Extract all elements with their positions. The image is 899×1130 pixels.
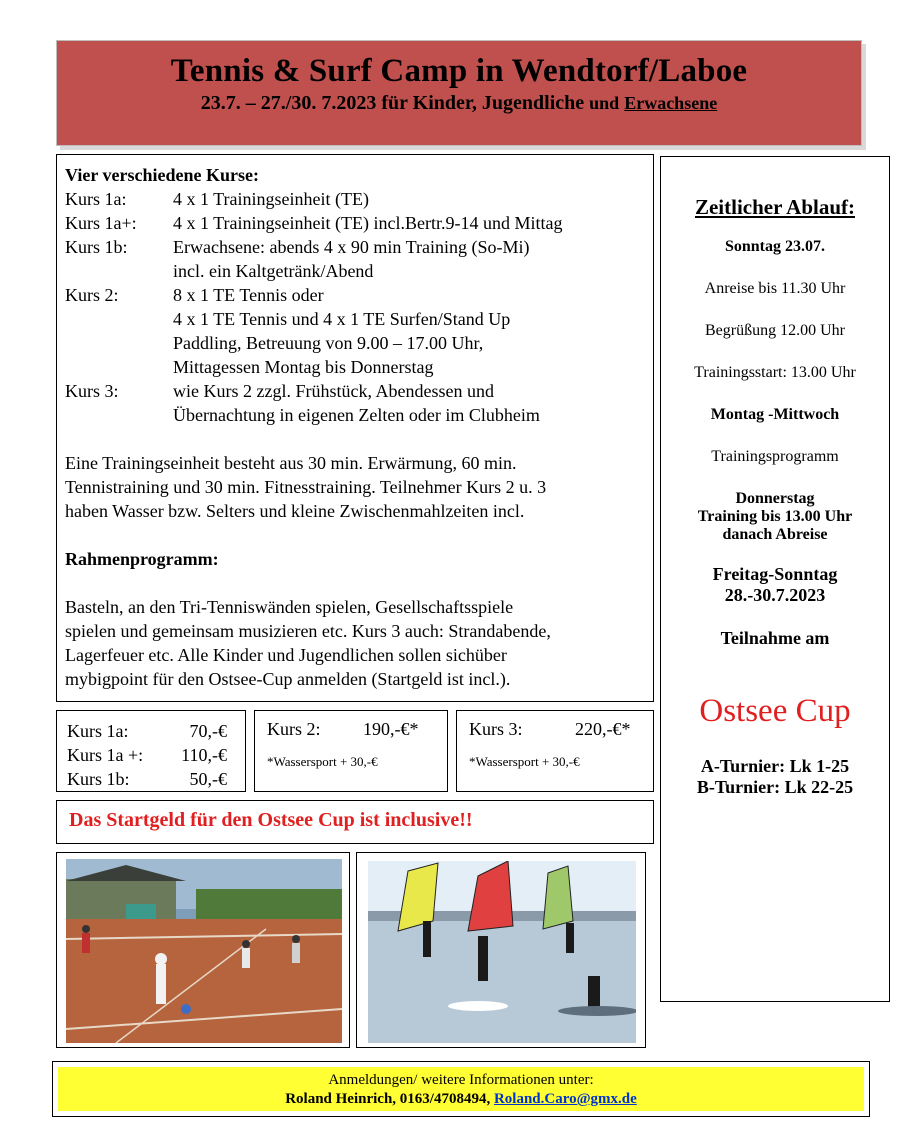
schedule-box bbox=[660, 156, 890, 1002]
subtitle bbox=[57, 92, 861, 115]
price-name: Kurs 3: bbox=[469, 719, 523, 739]
course-list bbox=[65, 187, 645, 427]
price-name: Kurs 1a +: bbox=[67, 745, 144, 765]
schedule-fri-sun: Freitag-Sonntag bbox=[712, 564, 838, 584]
price-box-2 bbox=[254, 710, 448, 792]
ostsee-cup-title: Ostsee Cup bbox=[699, 693, 851, 729]
courses-box bbox=[56, 154, 654, 702]
course-description bbox=[173, 379, 645, 427]
footer-contact-line bbox=[58, 1090, 864, 1109]
course-description bbox=[173, 211, 645, 235]
rahmen-line: mybigpoint für den Ostsee-Cup anmelden (Startgeld ist incl.). bbox=[65, 669, 511, 689]
email-link[interactable]: Roland.Caro@gmx.de bbox=[493, 1091, 637, 1107]
course-line: Übernachtung in eigenen Zelten oder im Clubheim bbox=[173, 405, 540, 425]
price-row bbox=[67, 767, 245, 791]
course-line: Paddling, Betreuung von 9.00 – 17.00 Uhr, bbox=[173, 333, 484, 353]
course-line: Erwachsene: abends 4 x 90 min Training (So-Mi) bbox=[173, 237, 530, 257]
course-label: Kurs 1b: bbox=[65, 237, 128, 257]
schedule-program: Trainingsprogramm bbox=[711, 448, 839, 465]
schedule-thursday: Donnerstag bbox=[735, 490, 815, 507]
course-line: Mittagessen Montag bis Donnerstag bbox=[173, 357, 434, 377]
course-label: Kurs 1a+: bbox=[65, 213, 137, 233]
price-value: 110,-€ bbox=[181, 745, 227, 765]
tennis-court-image bbox=[66, 859, 342, 1043]
course-description bbox=[173, 235, 645, 283]
course-line: 4 x 1 Trainingseinheit (TE) incl.Bertr.9-14 und Mittag bbox=[173, 213, 563, 233]
schedule-sunday: Sonntag 23.07. bbox=[724, 238, 826, 255]
a-turnier: A-Turnier: Lk 1-25 bbox=[700, 756, 850, 776]
training-line: Eine Trainingseinheit besteht aus 30 min. Erwärmung, 60 min. bbox=[65, 453, 517, 473]
price-name: Kurs 1a: bbox=[67, 721, 129, 741]
course-item bbox=[65, 211, 645, 235]
course-item bbox=[65, 235, 645, 283]
schedule-arrival: Anreise bis 11.30 Uhr bbox=[704, 280, 846, 297]
course-description bbox=[173, 187, 645, 211]
rahmen-line: Lagerfeuer etc. Alle Kinder und Jugendlichen sollen sichüber bbox=[65, 645, 507, 665]
course-item bbox=[65, 187, 645, 211]
course-line: 4 x 1 Trainingseinheit (TE) bbox=[173, 189, 369, 209]
surf-photo bbox=[356, 852, 646, 1048]
course-label: Kurs 2: bbox=[65, 285, 119, 305]
schedule-fri-sun-date: 28.-30.7.2023 bbox=[724, 585, 826, 605]
tennis-photo bbox=[56, 852, 350, 1048]
course-item bbox=[65, 379, 645, 427]
rahmen-line: Basteln, an den Tri-Tenniswänden spielen, Gesellschaftsspiele bbox=[65, 597, 514, 617]
course-line: wie Kurs 2 zzgl. Frühstück, Abendessen und bbox=[173, 381, 494, 401]
price-name: Kurs 1b: bbox=[67, 769, 130, 789]
footer-box bbox=[52, 1061, 870, 1117]
course-description bbox=[173, 283, 645, 379]
training-line: haben Wasser bzw. Selters und kleine Zwischenmahlzeiten incl. bbox=[65, 501, 525, 521]
windsurf-image bbox=[368, 861, 636, 1043]
schedule-welcome: Begrüßung 12.00 Uhr bbox=[705, 322, 845, 339]
schedule-start: Trainingsstart: 13.00 Uhr bbox=[694, 364, 856, 381]
price-box-1 bbox=[56, 710, 246, 792]
schedule-thursday-training: Training bis 13.00 Uhr bbox=[697, 508, 853, 525]
course-line: incl. ein Kaltgetränk/Abend bbox=[173, 261, 374, 281]
price-value: 70,-€ bbox=[189, 721, 227, 741]
schedule-mon-wed: Montag -Mittwoch bbox=[710, 406, 840, 423]
price-box-3 bbox=[456, 710, 654, 792]
schedule-departure: danach Abreise bbox=[722, 526, 828, 543]
header-banner bbox=[56, 40, 862, 146]
price-row bbox=[67, 719, 245, 743]
course-line: 8 x 1 TE Tennis oder bbox=[173, 285, 324, 305]
footer-line1: Anmeldungen/ weitere Informationen unter: bbox=[328, 1072, 594, 1088]
training-line: Tennistraining und 30 min. Fitnesstraining. Teilnehmer Kurs 2 u. 3 bbox=[65, 477, 547, 497]
price-value: 220,-€* bbox=[575, 719, 631, 739]
b-turnier: B-Turnier: Lk 22-25 bbox=[696, 777, 854, 797]
course-line: 4 x 1 TE Tennis und 4 x 1 TE Surfen/Stand Up bbox=[173, 309, 511, 329]
subtitle-and: und bbox=[589, 93, 620, 113]
price-note: *Wassersport + 30,-€ bbox=[267, 754, 378, 769]
schedule-title: Zeitlicher Ablauf: bbox=[694, 195, 856, 219]
training-description bbox=[65, 451, 645, 523]
footer-highlight bbox=[58, 1067, 864, 1111]
price-value: 190,-€* bbox=[363, 719, 419, 739]
schedule-participation: Teilnahme am bbox=[720, 628, 830, 648]
subtitle-adults: Erwachsene bbox=[624, 93, 718, 113]
rahmen-description bbox=[65, 595, 645, 691]
course-item bbox=[65, 283, 645, 379]
startgeld-notice: Das Startgeld für den Ostsee Cup ist inclusive!! bbox=[56, 800, 654, 844]
rahmen-line: spielen und gemeinsam musizieren etc. Kurs 3 auch: Strandabende, bbox=[65, 621, 551, 641]
courses-heading: Vier verschiedene Kurse: bbox=[65, 165, 259, 185]
price-name: Kurs 2: bbox=[267, 719, 321, 739]
rahmen-heading: Rahmenprogramm: bbox=[65, 549, 219, 569]
course-label: Kurs 3: bbox=[65, 381, 119, 401]
price-row bbox=[67, 743, 245, 767]
price-value: 50,-€ bbox=[189, 769, 227, 789]
price-note: *Wassersport + 30,-€ bbox=[469, 754, 580, 769]
course-label: Kurs 1a: bbox=[65, 189, 127, 209]
footer-contact: Roland Heinrich, 0163/4708494, bbox=[285, 1091, 491, 1107]
subtitle-dates: 23.7. – 27./30. 7.2023 für Kinder, Jugendliche bbox=[200, 92, 585, 114]
page-title: Tennis & Surf Camp in Wendtorf/Laboe bbox=[170, 53, 748, 89]
